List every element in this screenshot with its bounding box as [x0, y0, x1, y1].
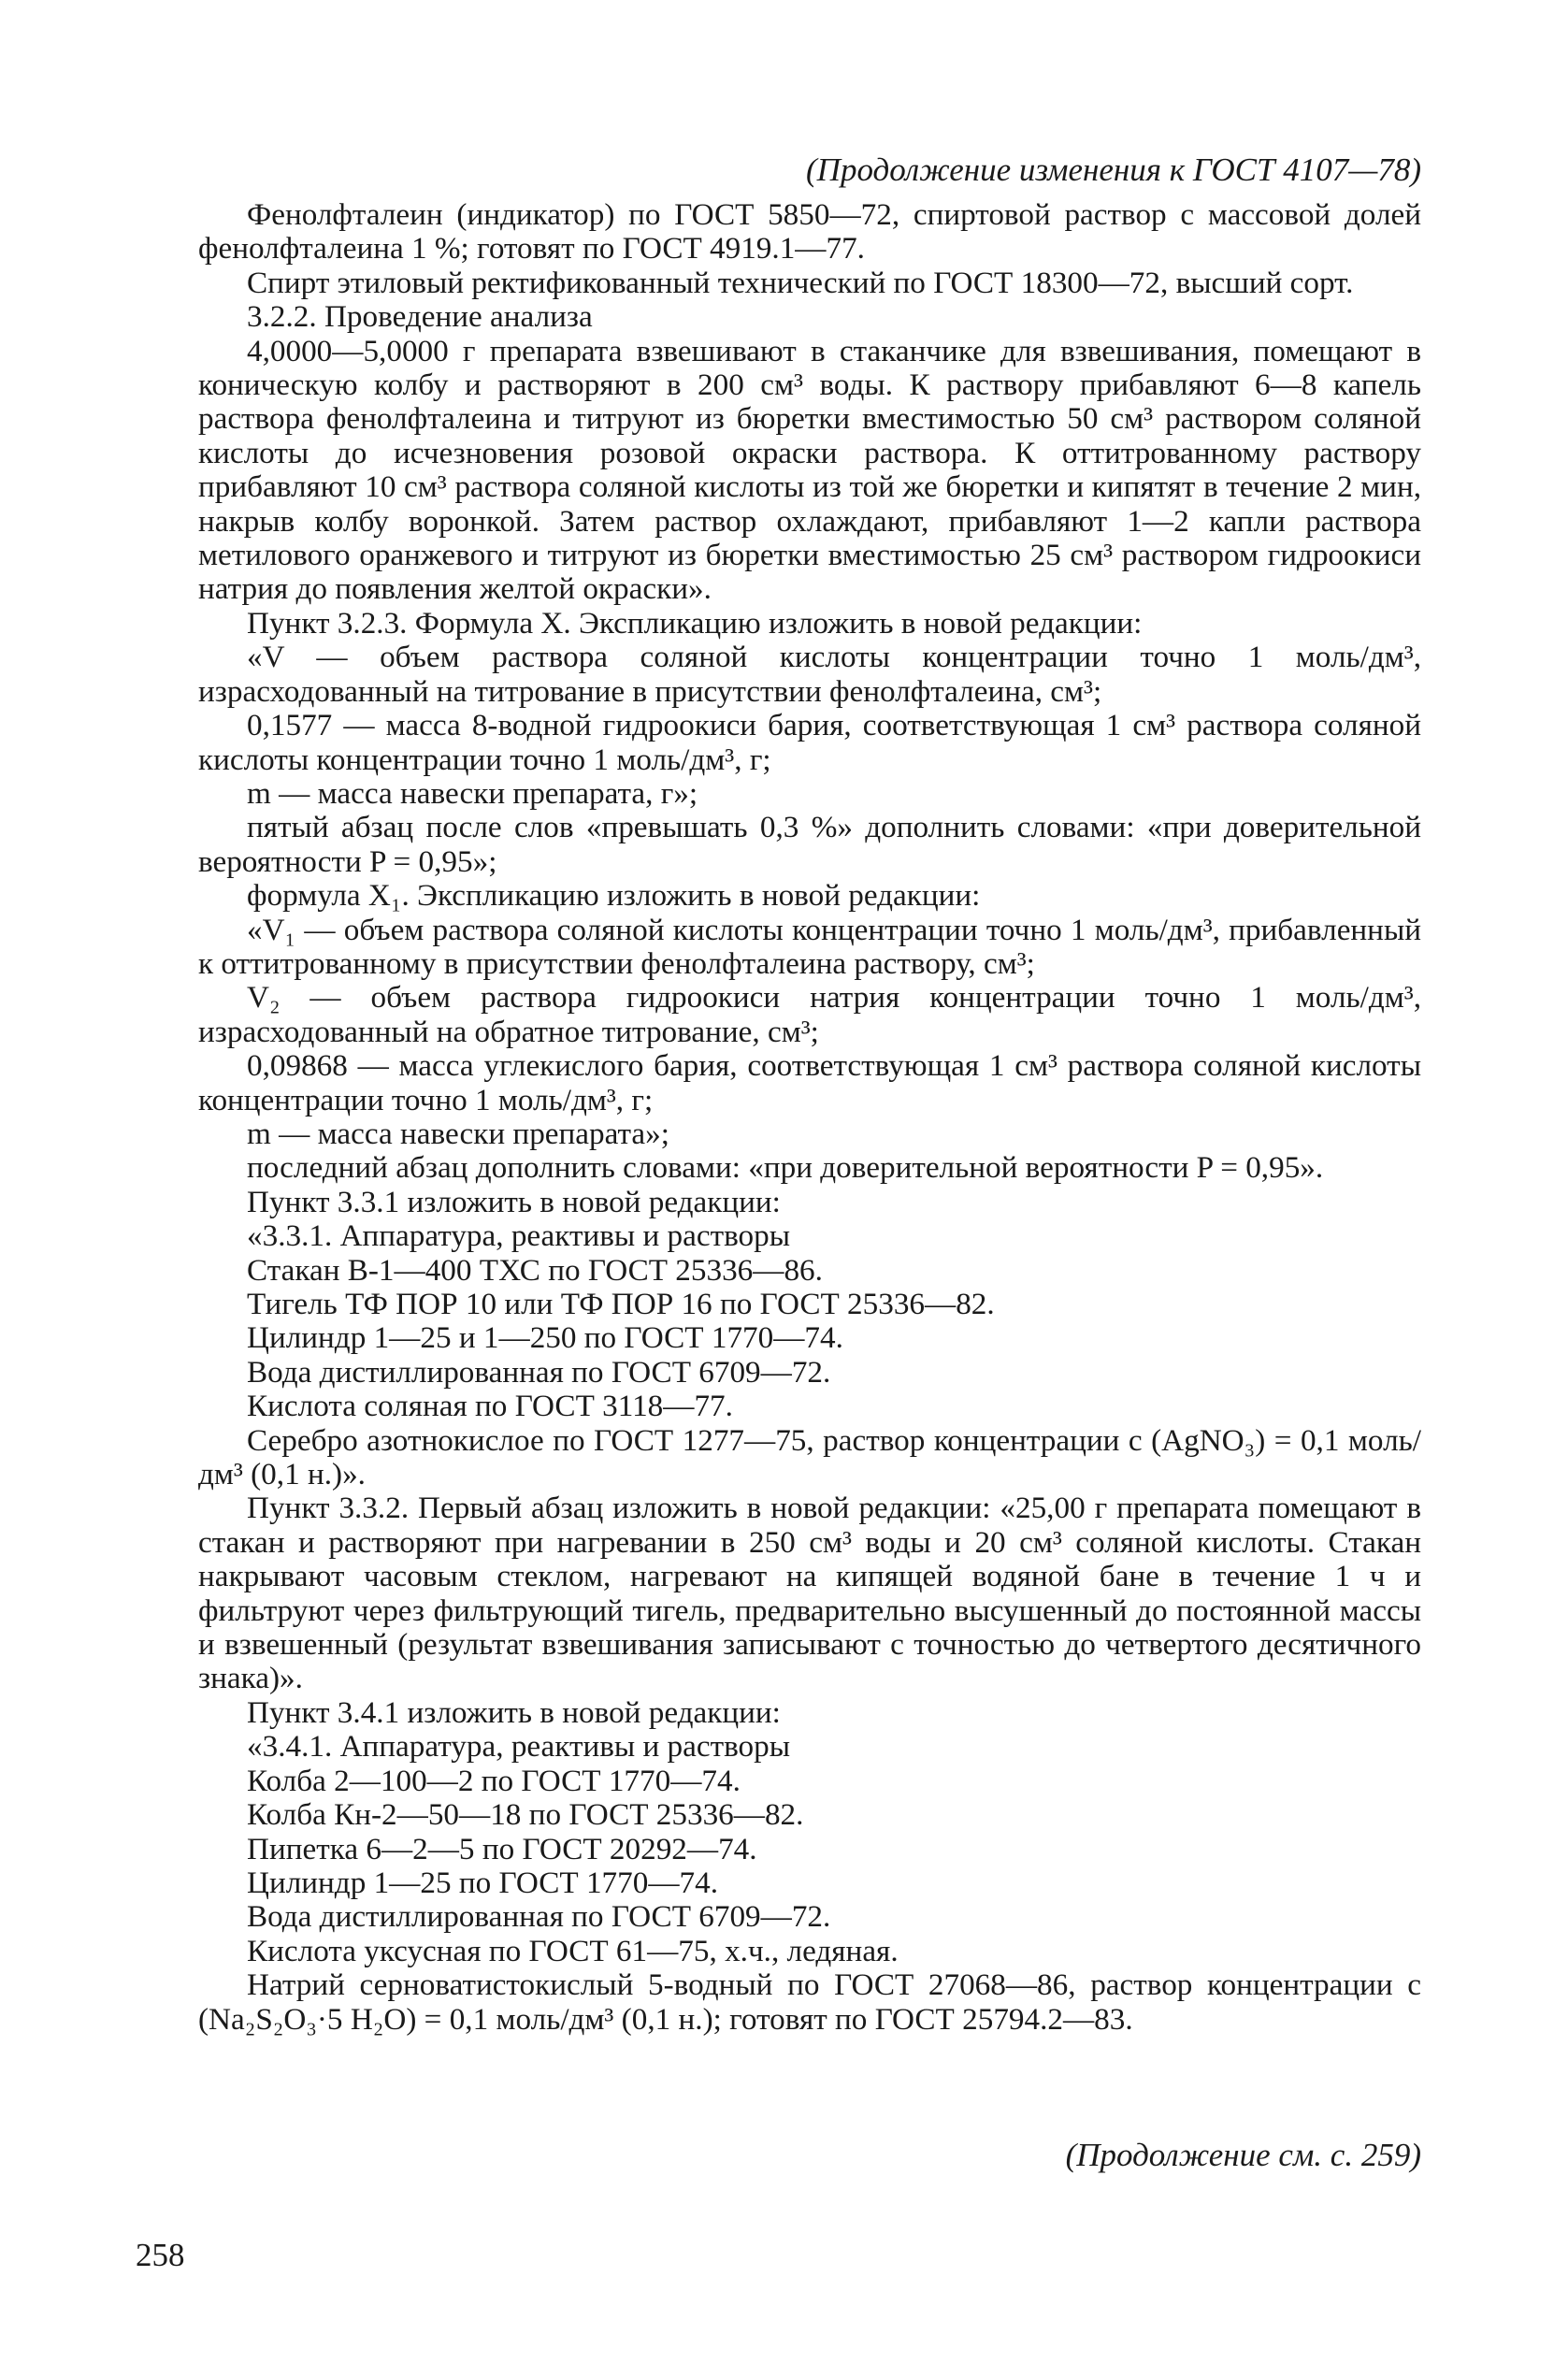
page-number: 258: [136, 2237, 185, 2273]
running-header: (Продолжение изменения к ГОСТ 4107—78): [806, 151, 1421, 188]
section-heading: 3.2.2. Проведение анализа: [247, 299, 593, 335]
list-item: Кислота уксусная по ГОСТ 61—75, х.ч., ледяная.: [247, 1933, 899, 1968]
paragraph: 0,09868 — масса углекислого бария, соответствующая 1 см³ раствора соляной кислоты концентрации точно 1 моль/дм³, г;: [198, 1048, 1421, 1117]
list-item: Вода дистиллированная по ГОСТ 6709—72.: [247, 1354, 831, 1390]
paragraph: m — масса навески препарата, г»;: [247, 775, 698, 811]
paragraph: Пункт 3.4.1 изложить в новой редакции:: [247, 1694, 781, 1730]
list-item: Пипетка 6—2—5 по ГОСТ 20292—74.: [247, 1831, 757, 1866]
paragraph: Фенолфталеин (индикатор) по ГОСТ 5850—72, спиртовой раствор с массовой долей фенолфталеина 1 %; готовят по ГОСТ 4919.1—77.: [198, 197, 1421, 267]
list-item: Цилиндр 1—25 и 1—250 по ГОСТ 1770—74.: [247, 1320, 843, 1356]
paragraph: последний абзац дополнить словами: «при доверительной вероятности P = 0,95».: [247, 1150, 1324, 1186]
paragraph: Пункт 3.3.2. Первый абзац изложить в новой редакции: «25,00 г препарата помещают в стакан и растворяют при нагревании в 250 см³ воды и 20 см³ соляной кислоты. Стакан накрывают часовым стеклом, нагревают на кипящей водяной бане в течение 1 ч и фильтруют через фильтрующий тигель, предварительно высушенный до постоянной массы и взвешенный (результат взвешивания записывают с точностью до четвертого десятичного знака)».: [198, 1491, 1421, 1696]
list-item: Колба 2—100—2 по ГОСТ 1770—74.: [247, 1763, 741, 1798]
paragraph: Пункт 3.2.3. Формула X. Экспликацию изложить в новой редакции:: [247, 605, 1143, 641]
body-text: [198, 198, 1421, 2037]
paragraph: Спирт этиловый ректификованный технический по ГОСТ 18300—72, высший сорт.: [247, 265, 1354, 300]
paragraph: «V₁ — объем раствора соляной кислоты концентрации точно 1 моль/дм³, прибавленный к оттитрованному в присутствии фенолфталеина раствору, см³;: [198, 912, 1421, 981]
paragraph: m — масса навески препарата»;: [247, 1116, 669, 1151]
list-item: Натрий серноватистокислый 5-водный по ГОСТ 27068—86, раствор концентрации c (Na₂S₂O₃·5 H₂O) = 0,1 моль/дм³ (0,1 н.); готовят по ГОСТ 25794.2—83.: [198, 1967, 1421, 2037]
paragraph: Пункт 3.3.1 изложить в новой редакции:: [247, 1184, 781, 1219]
paragraph: пятый абзац после слов «превышать 0,3 %» дополнить словами: «при доверительной вероятности P = 0,95»;: [198, 810, 1421, 879]
section-heading: «3.4.1. Аппаратура, реактивы и растворы: [247, 1729, 791, 1765]
paragraph: «V — объем раствора соляной кислоты концентрации точно 1 моль/дм³, израсходованный на титрование в присутствии фенолфталеина, см³;: [198, 640, 1421, 709]
section-heading: «3.3.1. Аппаратура, реактивы и растворы: [247, 1218, 791, 1254]
list-item: Вода дистиллированная по ГОСТ 6709—72.: [247, 1899, 831, 1935]
paragraph: V₂ — объем раствора гидроокиси натрия концентрации точно 1 моль/дм³, израсходованный на обратное титрование, см³;: [198, 980, 1421, 1049]
list-item: Кислота соляная по ГОСТ 3118—77.: [247, 1389, 733, 1424]
paragraph: 4,0000—5,0000 г препарата взвешивают в стаканчике для взвешивания, помещают в коническую колбу и растворяют в 200 см³ воды. К раствору прибавляют 6—8 капель раствора фенолфталеина и титруют из бюретки вместимостью 50 см³ раствором соляной кислоты до исчезновения розовой окраски раствора. К оттитрованному раствору прибавляют 10 см³ раствора соляной кислоты из той же бюретки и кипятят в течение 2 мин, накрыв колбу воронкой. Затем раствор охлаждают, прибавляют 1—2 капли раствора метилового оранжевого и титруют из бюретки вместимостью 25 см³ раствором гидроокиси натрия до появления желтой окраски».: [198, 333, 1421, 607]
paragraph: 0,1577 — масса 8-водной гидроокиси бария, соответствующая 1 см³ раствора соляной кислоты концентрации точно 1 моль/дм³, г;: [198, 708, 1421, 777]
list-item: Серебро азотнокислое по ГОСТ 1277—75, раствор концентрации c (AgNO₃) = 0,1 моль/дм³ (0,1 н.)».: [198, 1422, 1421, 1492]
list-item: Колба Кн-2—50—18 по ГОСТ 25336—82.: [247, 1797, 804, 1833]
list-item: Цилиндр 1—25 по ГОСТ 1770—74.: [247, 1865, 718, 1900]
continuation-note: (Продолжение см. с. 259): [1065, 2137, 1421, 2173]
paragraph: формула X₁. Экспликацию изложить в новой редакции:: [247, 878, 981, 914]
list-item: Стакан В-1—400 ТХС по ГОСТ 25336—86.: [247, 1252, 823, 1288]
list-item: Тигель ТФ ПОР 10 или ТФ ПОР 16 по ГОСТ 25336—82.: [247, 1287, 995, 1321]
